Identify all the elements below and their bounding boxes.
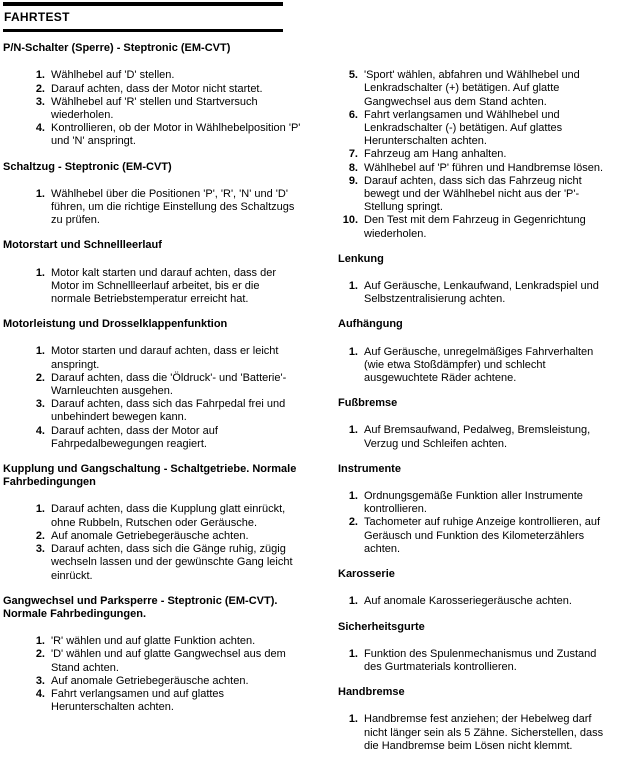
list-item-number: 5. — [348, 69, 358, 82]
section-heading: Sicherheitsgurte — [338, 620, 425, 633]
list-item-text: Fahrt verlangsamen und Wählhebel und Lenkradschalter (-) betätigen. Auf glattes Herunterschalten achten. — [364, 108, 563, 148]
list-item-number: 1. — [348, 345, 358, 358]
list-item — [342, 648, 614, 674]
list-item-number: 7. — [348, 148, 358, 161]
list-item — [31, 188, 302, 228]
list-item — [31, 543, 302, 583]
list-item — [31, 688, 302, 714]
list-item — [31, 372, 302, 398]
list-item-number: 2. — [35, 648, 45, 661]
list-item — [342, 69, 614, 109]
section — [3, 239, 302, 306]
section — [3, 161, 302, 228]
list-item-text: 'R' wählen und auf glatte Funktion achten. — [51, 635, 256, 648]
section-heading: Instrumente — [338, 462, 401, 475]
section — [338, 568, 614, 608]
numbered-list — [3, 69, 302, 148]
list-item — [31, 503, 302, 529]
section-heading: Gangwechsel und Parksperre - Steptronic (EM-CVT). Normale Fahrbedingungen. — [3, 594, 278, 620]
list-item-text: Handbremse fest anziehen; der Hebelweg darf nicht länger sein als 5 Zähne. Sicherstellen, dass die Handbremse beim Lösen nicht klemmt. — [364, 713, 604, 752]
list-item-text: Motor starten und darauf achten, dass er leicht anspringt. — [51, 345, 279, 371]
list-item — [342, 280, 614, 306]
numbered-list — [3, 345, 302, 451]
list-item-number: 2. — [35, 82, 45, 95]
list-item-text: Wählhebel auf 'R' stellen und Startversuch wiederholen. — [51, 95, 258, 122]
list-item-text: 'Sport' wählen, abfahren und Wählhebel und Lenkradschalter (+) betätigen. Auf glatte Gangwechsel aus dem Stand achten. — [364, 69, 580, 108]
list-item-number: 3. — [35, 398, 45, 411]
list-item-number: 1. — [35, 266, 45, 279]
list-item-text: Motor kalt starten und darauf achten, dass der Motor im Schnellleerlauf arbeitet, bis er die normale Betriebstemperatur erreicht hat. — [51, 266, 277, 306]
list-item-number: 8. — [348, 161, 358, 174]
list-item-number: 9. — [348, 174, 358, 187]
list-item-text: Wählhebel auf 'D' stellen. — [51, 69, 175, 82]
list-item-text: Darauf achten, dass die Kupplung glatt einrückt, ohne Rubbeln, Rutschen oder Geräusche. — [51, 503, 286, 529]
list-item-number: 4. — [35, 424, 45, 437]
list-item — [31, 345, 302, 371]
section-heading: Karosserie — [338, 568, 395, 581]
list-item — [31, 96, 302, 122]
list-item-number: 2. — [35, 371, 45, 384]
list-item — [31, 83, 302, 96]
list-item-number: 1. — [348, 424, 358, 437]
list-item-text: Auf Geräusche, unregelmäßiges Fahrverhalten (wie etwa Stoßdämpfer) und schlecht ausgewuchtete Räder achtene. — [364, 345, 594, 385]
section-heading: P/N-Schalter (Sperre) - Steptronic (EM-CVT) — [3, 42, 231, 55]
section — [338, 397, 614, 451]
column-left — [3, 42, 302, 726]
numbered-list — [338, 424, 614, 450]
list-item-number: 10. — [342, 214, 358, 227]
list-item — [31, 398, 302, 424]
list-item-number: 1. — [35, 635, 45, 648]
list-item — [342, 490, 614, 516]
list-item-number: 1. — [35, 345, 45, 358]
list-item — [342, 109, 614, 149]
numbered-list — [338, 490, 614, 556]
list-item — [31, 675, 302, 688]
section-heading: Motorleistung und Drosselklappenfunktion — [3, 318, 228, 331]
list-item — [31, 267, 302, 307]
list-item — [342, 595, 614, 608]
list-item-text: Darauf achten, dass sich die Gänge ruhig, zügig wechseln lassen und der gewünschte Gang leicht einrückt. — [51, 543, 293, 582]
section-heading: Aufhängung — [338, 318, 403, 331]
list-item-text: Kontrollieren, ob der Motor in Wählhebelposition 'P' und 'N' anspringt. — [51, 122, 301, 148]
list-item — [31, 69, 302, 82]
list-item-text: Auf Bremsaufwand, Pedalweg, Bremsleistung, Verzug und Schleifen achten. — [364, 424, 591, 450]
section — [338, 318, 614, 385]
list-item-text: 'D' wählen und auf glatte Gangwechsel aus dem Stand achten. — [51, 648, 286, 674]
numbered-list — [3, 188, 302, 228]
list-item-number: 1. — [348, 713, 358, 726]
list-item — [342, 516, 614, 556]
list-item-number: 6. — [348, 108, 358, 121]
section-heading: Fußbremse — [338, 397, 398, 410]
column-right — [338, 42, 614, 765]
list-item-text: Fahrt verlangsamen und auf glattes Herunterschalten achten. — [51, 687, 225, 714]
numbered-list — [338, 280, 614, 306]
section — [3, 318, 302, 451]
numbered-list — [3, 267, 302, 307]
list-item — [342, 148, 614, 161]
list-item-number: 4. — [35, 122, 45, 135]
list-item-text: Wählhebel auf 'P' führen und Handbremse lösen. — [364, 161, 604, 174]
list-item-text: Tachometer auf ruhige Anzeige kontrollieren, auf Geräusch und Funktion des Kilometerzählers achten. — [364, 516, 601, 555]
section — [338, 463, 614, 556]
numbered-list — [3, 635, 302, 714]
list-item — [31, 530, 302, 543]
list-item-number: 1. — [35, 503, 45, 516]
list-item — [342, 713, 614, 753]
list-item-text: Auf Geräusche, Lenkaufwand, Lenkradspiel und Selbstzentralisierung achten. — [364, 280, 599, 306]
list-item-number: 1. — [348, 490, 358, 503]
numbered-list — [338, 713, 614, 753]
section — [338, 621, 614, 675]
list-item-text: Den Test mit dem Fahrzeug in Gegenrichtung wiederholen. — [364, 214, 586, 240]
list-item-number: 3. — [35, 543, 45, 556]
list-item-number: 2. — [348, 516, 358, 529]
list-item — [342, 346, 614, 386]
list-item-number: 2. — [35, 529, 45, 542]
list-item-number: 4. — [35, 687, 45, 700]
page-title: FAHRTEST — [4, 10, 70, 24]
list-item — [31, 425, 302, 451]
list-item-number: 1. — [348, 280, 358, 293]
section-heading: Motorstart und Schnellleerlauf — [3, 239, 162, 252]
list-item-text: Auf anomale Karosseriegeräusche achten. — [364, 595, 572, 608]
section — [338, 69, 614, 241]
list-item-number: 1. — [35, 187, 45, 200]
numbered-list — [338, 648, 614, 674]
list-item — [342, 214, 614, 240]
list-item-text: Fahrzeug am Hang anhalten. — [364, 148, 507, 161]
list-item — [342, 175, 614, 215]
list-item-text: Auf anomale Getriebegeräusche achten. — [51, 674, 249, 687]
list-item-text: Darauf achten, dass die 'Öldruck'- und 'Batterie'-Warnleuchten ausgehen. — [51, 371, 287, 398]
numbered-list — [338, 595, 614, 608]
list-item-text: Auf anomale Getriebegeräusche achten. — [51, 529, 249, 542]
list-item-number: 1. — [348, 647, 358, 660]
list-item-text: Darauf achten, dass sich das Fahrpedal frei und unbehindert bewegen kann. — [51, 398, 286, 424]
list-item — [342, 162, 614, 175]
section-heading: Handbremse — [338, 686, 405, 699]
section — [3, 463, 302, 583]
section-heading: Schaltzug - Steptronic (EM-CVT) — [3, 160, 172, 173]
list-item-text: Darauf achten, dass der Motor auf Fahrpedalbewegungen reagiert. — [51, 424, 218, 450]
list-item-text: Funktion des Spulenmechanismus und Zustand des Gurtmaterials kontrollieren. — [364, 647, 597, 673]
list-item-number: 1. — [35, 69, 45, 82]
columns — [3, 42, 618, 765]
document-title-bar — [3, 2, 283, 32]
list-item — [31, 122, 302, 148]
numbered-list — [3, 503, 302, 582]
list-item-text: Darauf achten, dass der Motor nicht startet. — [51, 82, 263, 95]
section — [338, 686, 614, 753]
list-item — [31, 648, 302, 674]
numbered-list — [338, 346, 614, 386]
section-heading: Kupplung und Gangschaltung - Schaltgetriebe. Normale Fahrbedingungen — [3, 463, 297, 489]
list-item-number: 3. — [35, 674, 45, 687]
list-item — [342, 424, 614, 450]
section — [3, 595, 302, 715]
list-item-text: Wählhebel über die Positionen 'P', 'R', 'N' und 'D' führen, um die richtige Einstellung des Schaltzugs zu prüfen. — [51, 187, 295, 227]
section — [338, 253, 614, 307]
section — [3, 42, 302, 148]
list-item — [31, 635, 302, 648]
numbered-list — [338, 69, 614, 241]
section-heading: Lenkung — [338, 252, 384, 265]
list-item-number: 3. — [35, 95, 45, 108]
list-item-text: Ordnungsgemäße Funktion aller Instrumente kontrollieren. — [364, 490, 583, 516]
list-item-text: Darauf achten, dass sich das Fahrzeug nicht bewegt und der Wählhebel nicht aus der 'P'-Stellung springt. — [364, 174, 582, 214]
list-item-number: 1. — [348, 595, 358, 608]
